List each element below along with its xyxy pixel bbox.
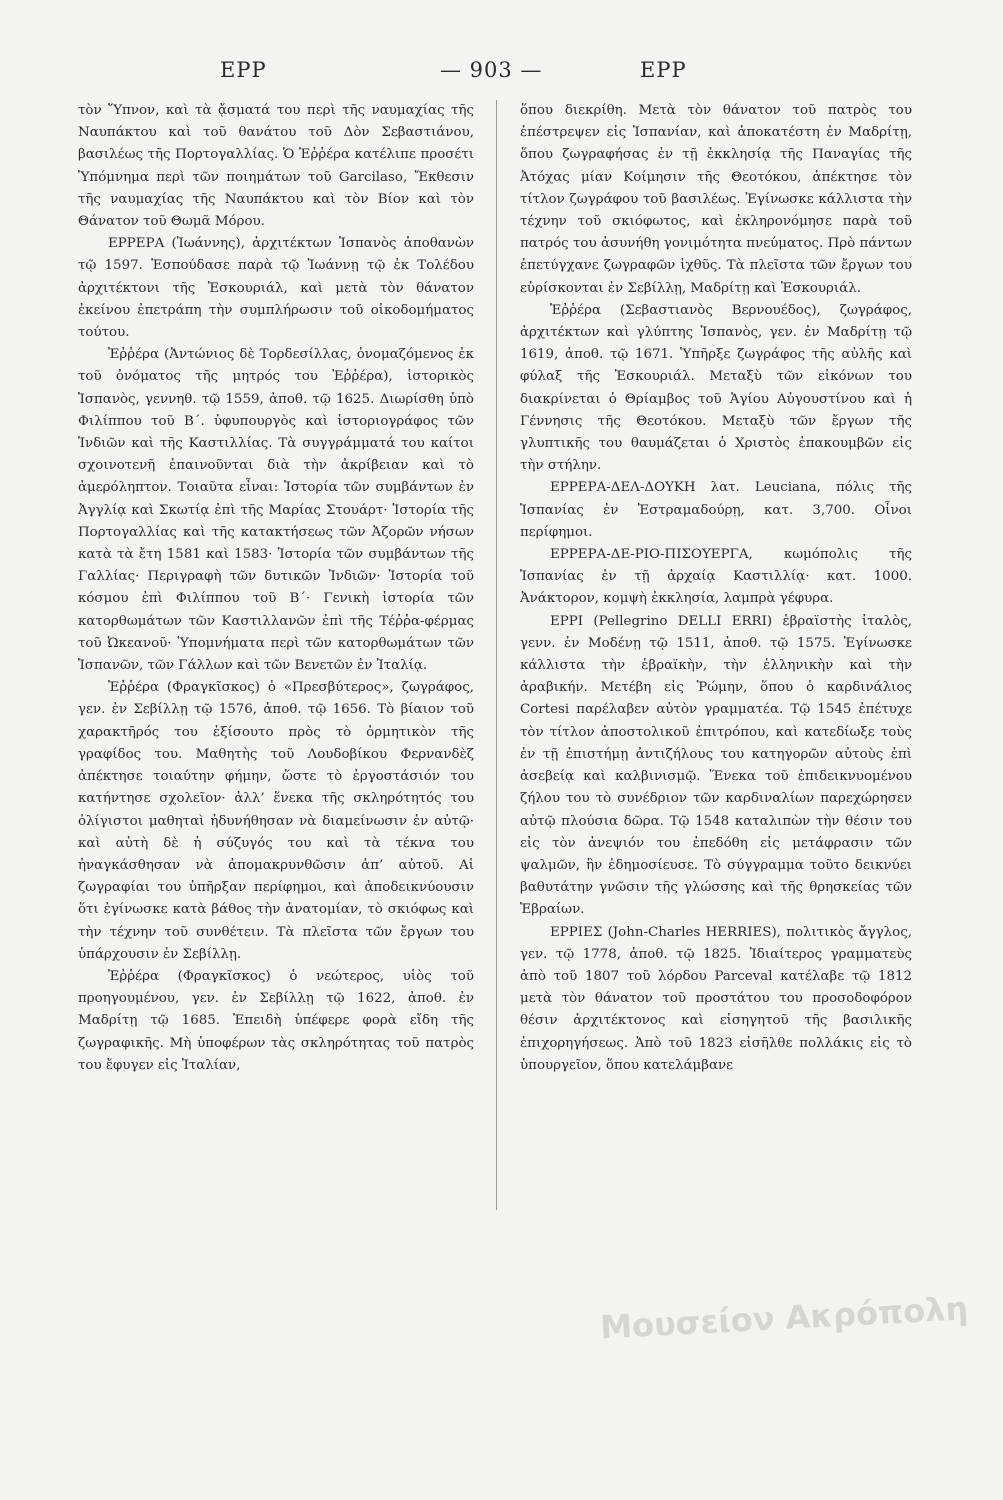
entry-errera-del-douki: ΕΡΡΕΡΑ-ΔΕΛ-ΔΟΥΚΗ λατ. Leuciana, πόλις τῆς Ἱσπανίας ἐν Ἐστραμαδούρῃ, κατ. 3,700. Οἶνοι περίφημοι. [520,480,912,540]
entry-errera-fragkiskos-elder: Ἐῤῥέρα (Φραγκῖσκος) ὁ «Πρεσβύτερος», ζωγράφος, γεν. ἐν Σεβίλλῃ τῷ 1576, ἀποθ. τῷ 1656. Τὸ βίαιον τοῦ χαρακτῆρός του ἐξίσουτο πρὸς τὸ ὁρμητικὸν τῆς γραφίδος του. Μαθητὴς τοῦ Λουδοβίκου Φερνανδὲζ ἀπέκτησε τοιαύτην φήμην, ὥστε τὸ ἐργοστάσιόν του κατήντησε σχολεῖον· ἀλλ’ ἕνεκα τῆς σκληρότητός του ὀλίγιστοι μαθηταὶ ἠδυνήθησαν νὰ διαμείνωσιν ἐν αὐτῷ· καὶ αὐτὴ δὲ ἡ σύζυγός του καὶ τὰ τέκνα του ἠναγκάσθησαν νὰ ἀπομακρυνθῶσιν ἀπ’ αὐτοῦ. Αἱ ζωγραφίαι του ὑπῆρξαν περίφημοι, καὶ ἀποδεικνύουσιν ὅτι ἐγίνωσκε κατὰ βάθος τὴν ἀνατομίαν, τὸ σκιόφως καὶ τὴν τέχνην τοῦ συνθέτειν. Τὰ πλεῖστα τῶν ἔργων του ὑπάρχουσιν ἐν Σεβίλλῃ. [78,680,474,962]
right-column [520,100,912,1470]
entry-continuation-right: ὅπου διεκρίθη. Μετὰ τὸν θάνατον τοῦ πατρὸς του ἐπέστρεψεν εἰς Ἱσπανίαν, καὶ ἀποκατέστη ἐν Μαδρίτῃ, ὅπου ζωγραφήσας ἐν τῇ ἐκκλησίᾳ τῆς Παναγίας τῆς Ἀτόχας μίαν Κοίμησιν τῆς Θεοτόκου, ἀπέκτησε τὸν τίτλον ζωγράφου τοῦ βασιλέως. Ἐγίνωσκε κάλλιστα τὴν τέχνην τοῦ σκιόφωτος, καὶ ἐκληρονόμησε παρὰ τοῦ πατρός του ἀσυνήθη γονιμότητα πνεύματος. Πρὸ πάντων ἐπετύγχανε ζωγραφῶν ἰχθῦς. Τὰ πλεῖστα τῶν ἔργων του εὑρίσκονται ἐν Σεβίλλῃ, Μαδρίτῃ καὶ Ἐσκουριάλ. [520,103,912,296]
entry-erri: ΕΡΡΙ (Pellegrino DELLI ERRI) ἑβραϊστὴς ἰταλὸς, γενν. ἐν Μοδένῃ τῷ 1511, ἀποθ. τῷ 1575. Ἐγίνωσκε κάλλιστα τὴν ἑβραϊκὴν, τὴν ἑλληνικὴν καὶ τὴν ἀραβικήν. Μετέβη εἰς Ῥώμην, ὅπου ὁ καρδινάλιος Cortesi παρέλαβεν αὐτὸν γραμματέα. Τῷ 1545 ἐπέτυχε τὸν τίτλον ἀποστολικοῦ ἐπιτρόπου, καὶ κατεδίωξε τοὺς ἐν τῇ ἐπιστήμῃ ἀντιζήλους του κατηγορῶν αὐτοὺς ἐπὶ ἀσεβείᾳ καὶ καλβινισμῷ. Ἕνεκα τοῦ ἐπιδεικνυομένου ζήλου του τὸ συνέδριον τῶν καρδιναλίων παρεχώρησεν αὐτῷ πλούσια δῶρα. Τῷ 1548 καταλιπὼν τὴν θέσιν του εἰς τὸν ἀνεψιόν του ἐπεδόθη εἰς μετάφρασιν τῶν ψαλμῶν, ἣν ἐδημοσίευσε. Τὸ σύγγραμμα τοῦτο δεικνύει βαθυτάτην γνῶσιν τῆς γλώσσης καὶ τῆς θρησκείας τῶν Ἑβραίων. [520,613,912,918]
entry-errera-ioannis: ΕΡΡΕΡΑ (Ἰωάννης), ἀρχιτέκτων Ἱσπανὸς ἀποθανὼν τῷ 1597. Ἐσπούδασε παρὰ τῷ Ἰωάννῃ τῷ ἐκ Τολέδου ἀρχιτέκτονι τῆς Ἐσκουριάλ, καὶ μετὰ τὸν θάνατον ἐκείνου ἐπετράπη τὴν συμπλήρωσιν τοῦ οἰκοδομήματος τούτου. [78,236,474,341]
entry-errera-de-rio-pisouerga: ΕΡΡΕΡΑ-ΔΕ-ΡΙΟ-ΠΙΣΟΥΕΡΓΑ, κωμόπολις τῆς Ἱσπανίας ἐν τῇ ἀρχαίᾳ Καστιλλίᾳ· κατ. 1000. Ἀνάκτορον, κομψὴ ἐκκλησία, λαμπρὰ γέφυρα. [520,547,912,607]
header-left-keyword: ΕΡΡ [220,58,267,82]
entry-errera-fragkiskos-younger: Ἐῤῥέρα (Φραγκῖσκος) ὁ νεώτερος, υἱὸς τοῦ προηγουμένου, γεν. ἐν Σεβίλλῃ τῷ 1622, ἀποθ. ἐν Μαδρίτῃ τῷ 1685. Ἐπειδὴ ὑπέφερε φορὰ εἴδη τῆς ζωγραφικῆς. Μὴ ὑποφέρων τὰς σκληρότητας τοῦ πατρὸς του ἔφυγεν εἰς Ἰταλίαν, [78,968,474,1073]
left-column [78,100,474,1470]
library-watermark: Μουσείον Ακρόπολη [599,1289,970,1347]
entry-continuation: τὸν Ὕπνον, καὶ τὰ ᾄσματά του περὶ τῆς ναυμαχίας τῆς Ναυπάκτου καὶ τοῦ θανάτου τοῦ Δὸν Σεβαστιάνου, βασιλέως τῆς Πορτογαλλίας. Ὁ Ἐῤῥέρα κατέλιπε προσέτι Ὑπόμνημα περὶ τῶν ποιημάτων τοῦ Garcilaso, Ἔκθεσιν τῆς ναυμαχίας τῆς Ναυπάκτου καὶ τὸν Βίον καὶ τὸν Θάνατον τοῦ Θωμᾶ Μόρου. [78,103,474,230]
column-divider [496,100,497,1210]
entry-erries: ΕΡΡΙΕΣ (John-Charles HERRIES), πολιτικὸς ἄγγλος, γεν. τῷ 1778, ἀποθ. τῷ 1825. Ἰδιαίτερος γραμματεὺς ἀπὸ τοῦ 1807 τοῦ λόρδου Parceval κατέλαβε τῷ 1812 μετὰ τὸν θάνατον τοῦ προστάτου του προσοδοφόρον θέσιν ἀρχιτέκτονος καὶ εἰσηγητοῦ τῆς βασιλικῆς ἐπιχορηγήσεως. Ἀπὸ τοῦ 1823 εἰσῆλθε πολλάκις εἰς τὸ ὑπουργεῖον, ὅπου κατελάμβανε [520,924,912,1073]
header-right-keyword: ΕΡΡ [640,58,687,82]
entry-errera-sebastianos: Ἐῤῥέρα (Σεβαστιανὸς Βερνουέδος), ζωγράφος, ἀρχιτέκτων καὶ γλύπτης Ἱσπανὸς, γεν. ἐν Μαδρίτῃ τῷ 1619, ἀποθ. τῷ 1671. Ὑπῆρξε ζωγράφος τῆς αὐλῆς καὶ φύλαξ τῆς Ἐσκουριάλ. Μεταξὺ τῶν εἰκόνων του διακρίνεται ὁ Θρίαμβος τοῦ Ἁγίου Αὐγουστίνου καὶ ἡ Γέννησις τῆς Θεοτόκου. Μεταξὺ τῶν ἔργων τῆς γλυπτικῆς του θαυμάζεται ὁ Χριστὸς ἐπακουμβῶν εἰς τὴν στήλην. [520,302,912,474]
entry-errera-antonios: Ἐῤῥέρα (Ἀντώνιος δὲ Τορδεσίλλας, ὀνομαζόμενος ἐκ τοῦ ὀνόματος τῆς μητρός του Ἐῤῥέρα), ἱστορικὸς Ἱσπανὸς, γεννηθ. τῷ 1559, ἀποθ. τῷ 1625. Διωρίσθη ὑπὸ Φιλίππου τοῦ Β΄. ὑφυπουργὸς καὶ ἱστοριογράφος τῶν Ἰνδιῶν καὶ τῆς Καστιλλίας. Τὰ συγγράμματά του καίτοι σχοινοτενῆ ἐπαινοῦνται διὰ τὴν ἀκρίβειαν καὶ τὸ ἀμερόληπτον. Τοιαῦτα εἶναι: Ἱστορία τῶν συμβάντων ἐν Ἀγγλίᾳ καὶ Σκωτίᾳ ἐπὶ τῆς Μαρίας Στουάρτ· Ἱστορία τῆς Πορτογαλλίας καὶ τῆς κατακτήσεως τῶν Ἀζορῶν νήσων κατὰ τὰ ἔτη 1581 καὶ 1583· Ἱστορία τῶν συμβάντων τῆς Γαλλίας· Περιγραφὴ τῶν δυτικῶν Ἰνδιῶν· Ἱστορία τοῦ κόσμου ἐπὶ Φιλίππου τοῦ Β΄· Γενικὴ ἱστορία τῶν κατορθωμάτων τῶν Καστιλλανῶν ἐπὶ τῆς Τέῤῥα-φέρμας τοῦ Ὠκεανοῦ· Ὑπομνήματα περὶ τῶν κατορθωμάτων τῶν Ἱσπανῶν, τῶν Γάλλων καὶ τῶν Βενετῶν ἐν Ἰταλίᾳ. [78,347,474,674]
page-number: — 903 — [440,58,543,82]
running-header [0,58,1003,90]
